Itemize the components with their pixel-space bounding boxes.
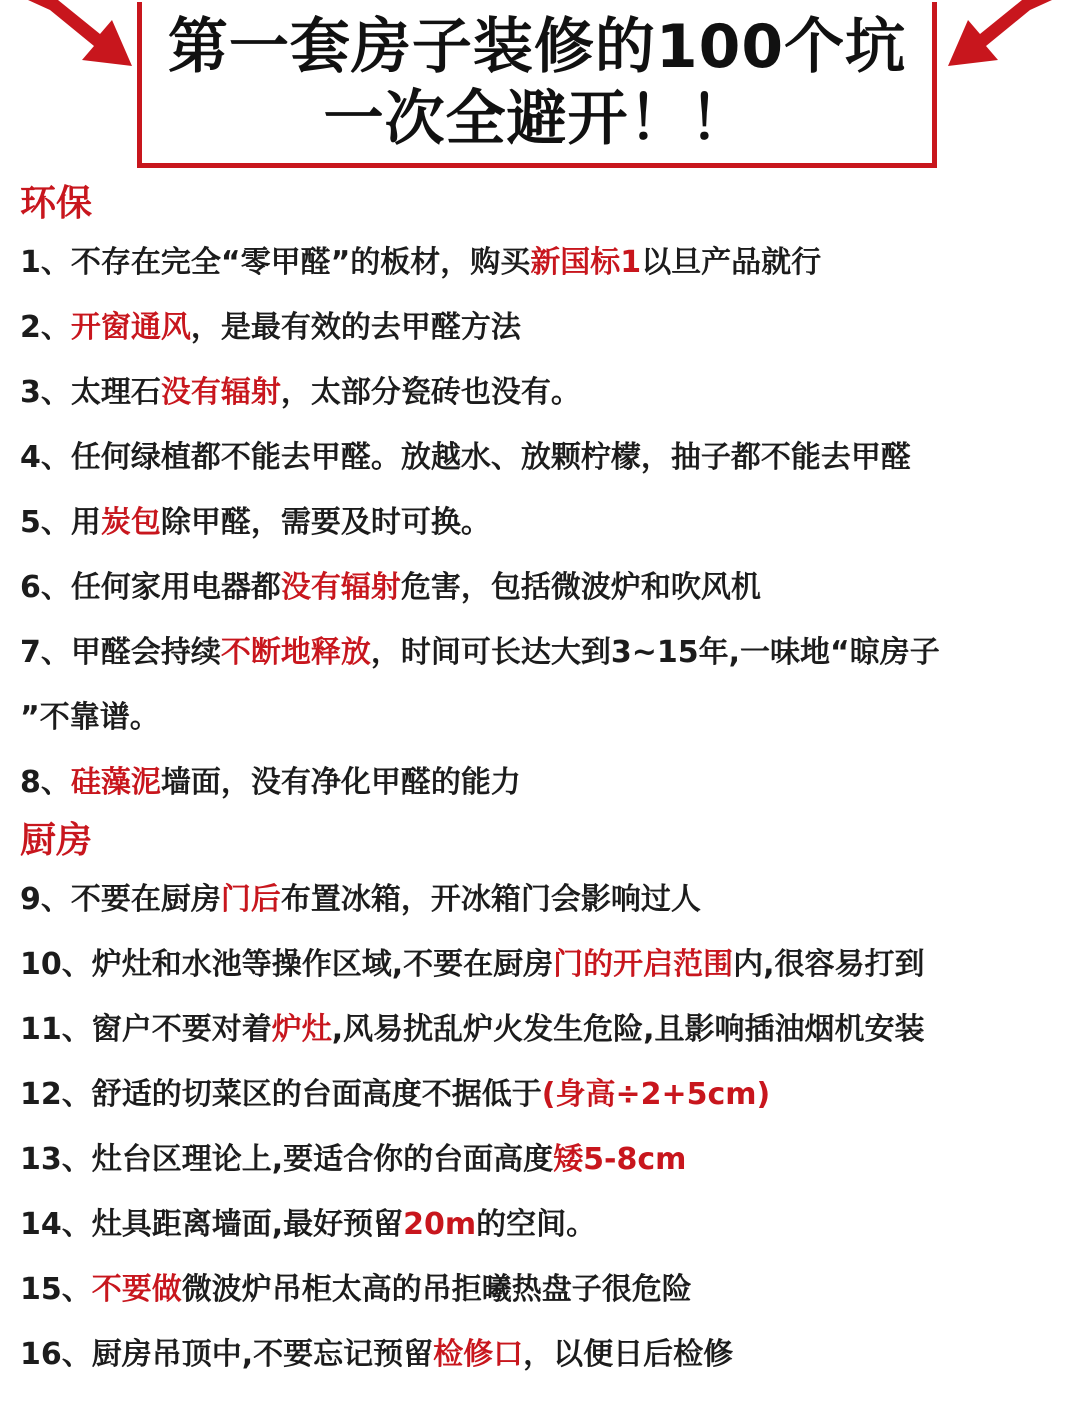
list-item: 8、硅藻泥墙面，没有净化甲醛的能力 — [20, 765, 521, 800]
list-item: 4、任何绿植都不能去甲醛。放越水、放颗柠檬，抽子都不能去甲醛 — [20, 440, 911, 475]
arrow-down-left-icon — [942, 0, 1052, 70]
content — [20, 178, 1072, 1387]
list-item: 5、用炭包除甲醛，需要及时可换。 — [20, 505, 491, 540]
list-item: 6、任何家用电器都没有辐射危害，包括微波炉和吹风机 — [20, 570, 761, 605]
list-item: 13、灶台区理论上,要适合你的台面高度矮5-8cm — [20, 1142, 687, 1177]
list-item: 12、舒适的切菜区的台面高度不据低于(身高÷2+5cm) — [20, 1077, 771, 1112]
section-heading-kitchen: 厨房 — [20, 820, 93, 861]
list-item: 1、不存在完全“零甲醛”的板材，购买新国标1以旦产品就行 — [20, 245, 822, 280]
list-item: 7、甲醛会持续不断地释放，时间可长达大到3~15年,一味地“晾房子 — [20, 635, 940, 670]
page-title-line-1: 第一套房子装修的100个坑 — [167, 11, 907, 82]
list-item-continuation: ”不靠谱。 — [20, 700, 160, 735]
arrow-down-right-icon — [28, 0, 138, 70]
list-item: 15、不要做微波炉吊柜太高的吊拒曦热盘子很危险 — [20, 1272, 692, 1307]
page-title-line-2: 一次全避开！！ — [323, 83, 751, 154]
list-item: 3、太理石没有辐射，太部分瓷砖也没有。 — [20, 375, 581, 410]
section-heading-environment: 环保 — [20, 183, 93, 224]
list-item: 9、不要在厨房门后布置冰箱，开冰箱门会影响过人 — [20, 882, 701, 917]
list-item: 16、厨房吊顶中,不要忘记预留检修口，以便日后检修 — [20, 1337, 734, 1372]
title-box — [137, 2, 937, 168]
list-item: 14、灶具距离墙面,最好预留20m的空间。 — [20, 1207, 597, 1242]
list-item: 10、炉灶和水池等操作区域,不要在厨房门的开启范围内,很容易打到 — [20, 947, 925, 982]
list-item: 2、开窗通风，是最有效的去甲醛方法 — [20, 310, 521, 345]
list-item: 11、窗户不要对着炉灶,风易扰乱炉火发生危险,且影响插油烟机安装 — [20, 1012, 925, 1047]
